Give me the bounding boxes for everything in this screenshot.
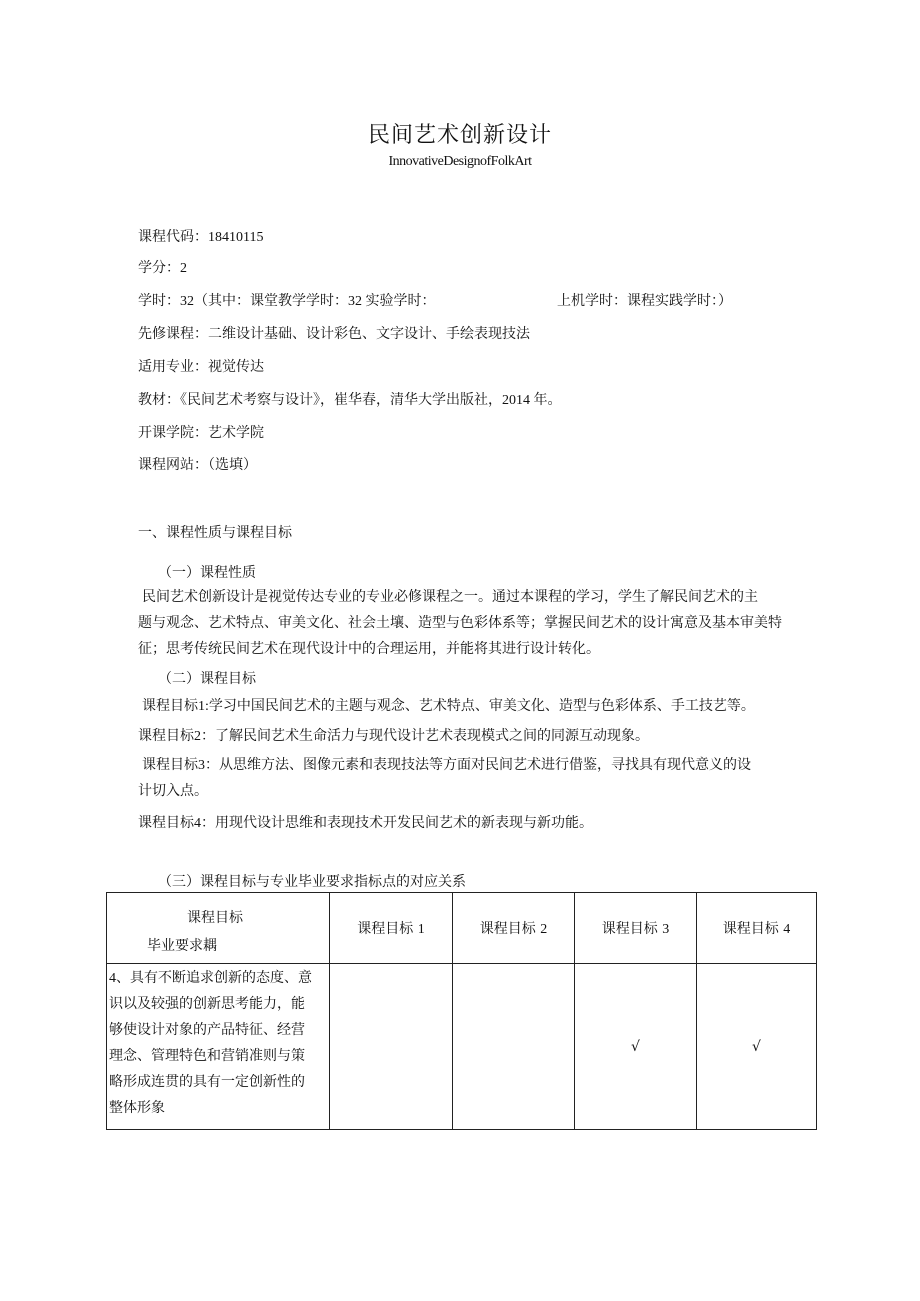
header-corner-bottom: 毕业要求耦: [147, 938, 217, 954]
column-header-1: [330, 893, 453, 964]
col-header-label: 课程目标: [601, 921, 658, 937]
goal-1-label: 课程目标: [142, 698, 198, 714]
col-header-number: 3: [662, 922, 670, 937]
textbook: [138, 390, 562, 411]
requirement-line: 4、具有不断追求创新的态度、意: [109, 971, 312, 986]
website-label: 课程网站：: [138, 457, 208, 473]
goal-1: [138, 693, 838, 720]
requirement-line: 识以及较强的创新思考能力，能: [109, 997, 305, 1012]
course-code: [138, 227, 263, 248]
goal-2-text: 2：了解民间艺术生命活力与现代设计艺术表现模式之间的同源互动现象。: [194, 729, 649, 744]
requirement-line: 理念、管理特色和营销准则与策: [109, 1049, 305, 1064]
college-label: 开课学院：: [138, 425, 208, 441]
nature-line-3: 征；思考传统民间艺术在现代设计中的合理运用，并能将其进行设计转化。: [138, 642, 600, 657]
goal-3-text-1: 3：从思维方法、图像元素和表现技法等方面对民间艺术进行借鉴，寻找具有现代意义的设: [198, 758, 751, 773]
mark-cell-4: √: [697, 964, 817, 1130]
table-header-row: [107, 893, 817, 964]
website: [138, 455, 257, 476]
goal-1-text: 1:学习中国民间艺术的主题与观念、艺术特点、审美文化、造型与色彩体系、手工技艺等。: [198, 699, 755, 714]
requirement-line: 整体形象: [109, 1101, 165, 1116]
goal-2-label: 课程目标: [138, 728, 194, 744]
requirement-line: 够使设计对象的产品特征、经营: [109, 1023, 305, 1038]
hours-label: 学时：: [138, 293, 180, 309]
col-header-label: 课程目标: [357, 921, 414, 937]
column-header-2: [453, 893, 575, 964]
hours-value-2: 上机学时：课程实践学时：）: [557, 294, 732, 309]
subsection-goals: （二）课程目标: [158, 671, 256, 687]
col-header-number: 1: [417, 922, 425, 937]
goal-3: [138, 752, 828, 805]
header-corner-cell: [107, 893, 330, 964]
hours-continued: [557, 291, 732, 312]
col-header-label: 课程目标: [722, 921, 779, 937]
hours: [138, 291, 436, 312]
requirement-line: 略形成连贯的具有一定创新性的: [109, 1075, 305, 1090]
applicable-major: [138, 357, 264, 378]
prerequisites: [138, 324, 530, 345]
college-value: 艺术学院: [208, 426, 264, 441]
credit: [138, 258, 187, 279]
prereq-label: 先修课程：: [138, 326, 208, 342]
col-header-label: 课程目标: [479, 921, 536, 937]
credit-label: 学分：: [138, 260, 180, 276]
table-row: [107, 964, 817, 1130]
course-code-value: 18410115: [208, 230, 264, 245]
nature-paragraph: [138, 585, 828, 663]
nature-line-2: 题与观念、艺术特点、审美文化、社会土壤、造型与色彩体系等；掌握民间艺术的设计寓意及基本审美特: [138, 616, 782, 631]
goal-3-text-2: 计切入点。: [138, 784, 208, 799]
mark-cell-3: √: [575, 964, 697, 1130]
goal-4-text: 4：用现代设计思维和表现技术开发民间艺术的新表现与新功能。: [194, 816, 593, 831]
col-header-number: 4: [783, 922, 791, 937]
subsection-mapping: （三）课程目标与专业毕业要求指标点的对应关系: [158, 874, 466, 890]
credit-value: 2: [180, 261, 187, 276]
textbook-value: 《民间艺术考察与设计》，崔华春，清华大学出版社，2014 年。: [180, 393, 562, 408]
mark-cell-2: [453, 964, 575, 1130]
subsection-nature: （一）课程性质: [158, 565, 256, 581]
textbook-label: 教材：: [138, 392, 180, 408]
major-label: 适用专业：: [138, 359, 208, 375]
goal-4-label: 课程目标: [138, 815, 194, 831]
section-heading: 一、课程性质与课程目标: [138, 525, 292, 541]
header-corner-top: 课程目标: [187, 910, 243, 926]
page-title: 民间艺术创新设计: [367, 123, 552, 148]
goal-4: [138, 810, 828, 837]
column-header-4: [697, 893, 817, 964]
hours-value: 32（其中：课堂教学学时：32 实验学时：: [180, 294, 436, 309]
mark-cell-1: [330, 964, 453, 1130]
college: [138, 423, 264, 444]
prereq-value: 二维设计基础、设计彩色、文字设计、手绘表现技法: [208, 327, 530, 342]
page-subtitle: InnovativeDesignofFolkArt: [388, 154, 532, 169]
requirement-cell: [107, 964, 330, 1130]
mapping-table: [106, 892, 817, 1130]
col-header-number: 2: [540, 922, 548, 937]
goal-2: [138, 723, 828, 750]
course-code-label: 课程代码：: [138, 229, 208, 245]
column-header-3: [575, 893, 697, 964]
goal-3-label: 课程目标: [142, 757, 198, 773]
nature-line-1: 民间艺术创新设计是视觉传达专业的专业必修课程之一。通过本课程的学习，学生了解民间艺术的主: [142, 590, 758, 605]
major-value: 视觉传达: [208, 360, 264, 375]
website-value: （选填）: [208, 458, 257, 473]
